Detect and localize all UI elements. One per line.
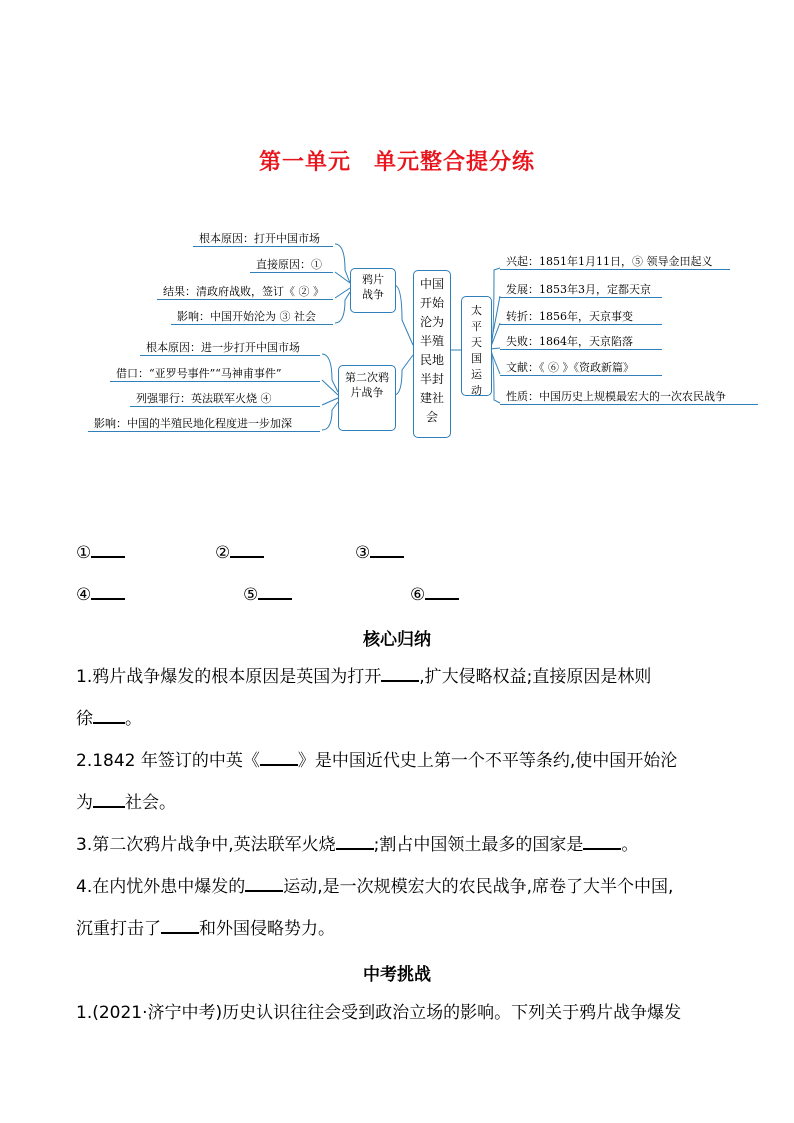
second-war-label: 第二次鸦片战争 [345,371,389,399]
answer-blank[interactable] [91,542,125,558]
question-2 [76,740,736,782]
blank-marker: ④ [76,585,92,605]
answer-blank[interactable] [91,584,125,600]
connector [394,285,413,345]
opium-war-item: 根本原因：打开中国市场 [193,232,333,247]
blank-5 [243,584,292,605]
second-war-item: 根本原因：进一步打开中国市场 [140,341,320,356]
q-text: 》是中国近代史上第一个不平等条约,使中国开始沦 [297,751,678,771]
q-text: 为 [76,793,93,813]
opium-war-node [350,268,396,313]
taiping-label: 太平天国运动 [471,304,482,397]
answer-blank[interactable] [161,918,199,934]
blank-1 [76,542,125,563]
q-text: 。 [621,835,639,855]
taiping-item: 失败：1864年，天京陷落 [500,335,662,350]
connector [322,402,338,430]
question-2-cont [76,782,736,824]
answer-blank[interactable] [260,750,298,766]
q-text: ;割占中国领土最多的国家是 [373,835,584,855]
opium-war-item: 影响：中国开始沦为 ③ 社会 [171,310,333,325]
taiping-item: 性质：中国历史上规模最宏大的一次农民战争 [500,390,758,405]
q-text: 沉重打击了 [76,919,161,939]
q-text: 。 [125,709,142,729]
taiping-item: 兴起：1851年1月11日，⑤ 领导金田起义 [500,255,730,270]
answer-blank[interactable] [93,792,125,808]
q-text: 2.1842 年签订的中英《 [76,751,260,771]
second-war-item: 列强罪行：英法联军火烧 ④ [130,392,320,407]
blank-4 [76,584,125,605]
section-heading-exam: 中考挑战 [363,965,431,985]
question-1-cont [76,698,736,740]
section-heading-core: 核心归纳 [363,630,431,650]
second-war-item: 借口：“亚罗号事件”“马神甫事件” [110,367,320,382]
answer-blank[interactable] [93,708,125,724]
blank-marker: ⑤ [243,585,259,605]
q-text: 4.在内忧外患中爆发的 [76,877,246,897]
connector [322,398,338,405]
second-war-item: 影响：中国的半殖民地化程度进一步加深 [88,417,320,432]
page-title: 第一单元 单元整合提分练 [258,150,535,175]
blank-3 [355,542,404,563]
opium-war-item: 直接原因：① [250,258,333,273]
answer-blank[interactable] [583,834,621,850]
taiping-node [461,296,492,396]
question-3 [76,824,736,866]
center-label: 中国开始沦为半殖民地半封建社会 [420,277,445,424]
q-text: 徐 [76,709,93,729]
blank-marker: ⑥ [410,585,426,605]
taiping-item: 发展：1853年3月，定都天京 [500,283,662,298]
answer-blank[interactable] [245,876,283,892]
q-text: 1.(2021·济宁中考)历史认识往往会受到政治立场的影响。下列关于鸦片战争爆发 [76,1003,682,1023]
answer-blank[interactable] [336,834,374,850]
blank-marker: ② [215,543,231,563]
exam-question-1 [76,992,736,1034]
opium-war-item: 结果：清政府战败，签订《 ② 》 [157,285,333,300]
connector [322,354,338,392]
taiping-item: 文献：《 ⑥ 》《资政新篇》 [500,361,662,376]
question-4-cont [76,908,736,950]
q-text: 运动,是一次规模宏大的农民战争,席卷了大半个中国, [283,877,674,897]
blank-6 [410,584,459,605]
center-node [413,270,451,438]
blank-marker: ① [76,543,92,563]
answer-blank[interactable] [425,584,459,600]
taiping-item: 转折：1856年，天京事变 [500,310,662,325]
answer-blank[interactable] [370,542,404,558]
question-4 [76,866,736,908]
q-text: ,扩大侵略权益;直接原因是林则 [419,667,652,687]
answer-blank[interactable] [258,584,292,600]
q-text: 社会。 [125,793,176,813]
question-1 [76,656,736,698]
mind-map [0,0,794,460]
second-war-node [338,365,396,431]
q-text: 和外国侵略势力。 [199,919,335,939]
answer-blank[interactable] [381,666,419,682]
opium-war-label: 鸦片战争 [362,273,384,301]
question-list [76,656,736,950]
connector [394,355,413,395]
blank-marker: ③ [355,543,371,563]
q-text: 3.第二次鸦片战争中,英法联军火烧 [76,835,336,855]
q-text: 1.鸦片战争爆发的根本原因是英国为打开 [76,667,382,687]
answer-blank[interactable] [230,542,264,558]
blank-2 [215,542,264,563]
